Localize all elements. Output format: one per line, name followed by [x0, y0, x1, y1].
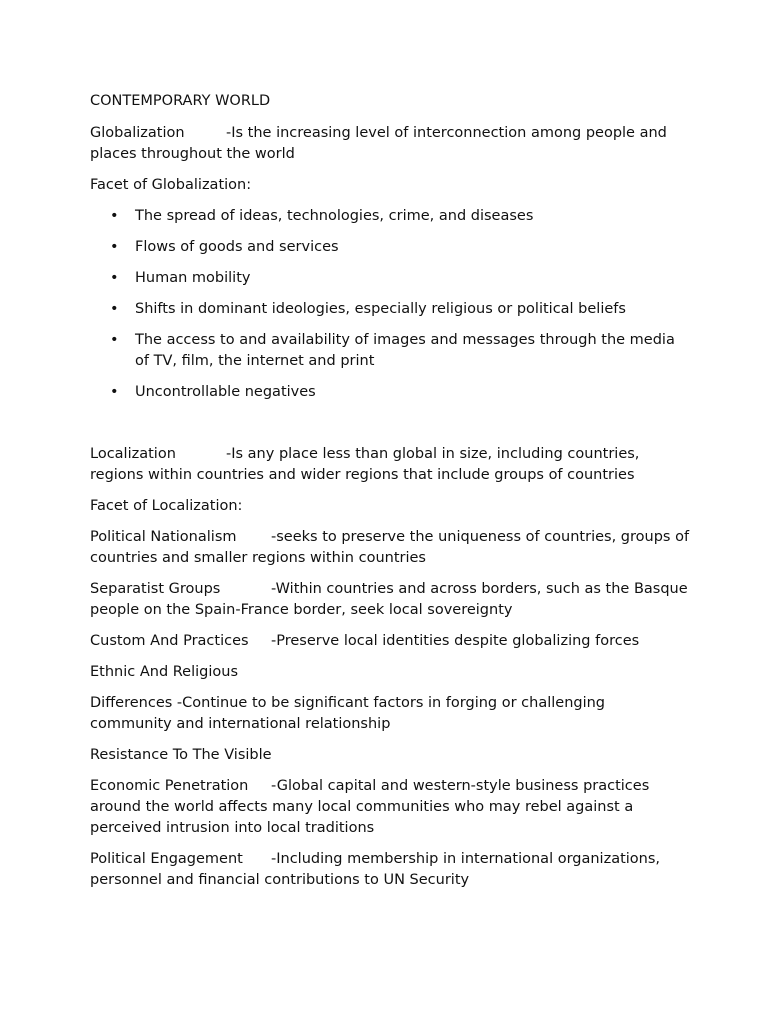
bullet-icon: • — [110, 301, 119, 317]
entry-definition: -Global capital and western-style business practices around the world affects many local communities who may rebel against a perceived intrusion into local traditions — [90, 778, 650, 836]
entry-term: Political Nationalism — [90, 529, 237, 545]
section-spacer — [90, 413, 690, 444]
bullet-icon: • — [110, 239, 119, 255]
list-item — [90, 237, 690, 258]
list-item — [90, 382, 690, 403]
localization-definition — [90, 444, 690, 486]
custom-practices-entry — [90, 631, 690, 652]
facet-localization-heading: Facet of Localization: — [90, 498, 243, 514]
entry-definition: -seeks to preserve the uniqueness of countries, groups of countries and smaller regions within countries — [90, 529, 690, 566]
resistance-heading: Resistance To The Visible — [90, 747, 272, 763]
list-item-text: The spread of ideas, technologies, crime, and diseases — [135, 208, 534, 224]
ethnic-religious-heading: Ethnic And Religious — [90, 664, 239, 680]
list-item-text: Human mobility — [135, 270, 251, 286]
political-nationalism-entry — [90, 527, 690, 569]
localization-text: -Is any place less than global in size, including countries, regions within countries and wider regions that include groups of countries — [90, 446, 640, 483]
list-item — [90, 330, 690, 372]
list-item-text: Shifts in dominant ideologies, especially religious or political beliefs — [135, 301, 626, 317]
globalization-definition — [90, 123, 690, 165]
separatist-groups-entry — [90, 579, 690, 621]
localization-term: Localization — [90, 446, 176, 462]
bullet-icon: • — [110, 208, 119, 224]
document-title: CONTEMPORARY WORLD — [90, 93, 271, 109]
economic-penetration-entry — [90, 776, 690, 839]
bullet-icon: • — [110, 332, 119, 348]
list-item — [90, 299, 690, 320]
document-page — [90, 91, 690, 901]
globalization-facet-list — [90, 206, 690, 403]
entry-term: Custom And Practices — [90, 633, 249, 649]
list-item — [90, 268, 690, 289]
bullet-icon: • — [110, 384, 119, 400]
entry-definition: -Preserve local identities despite globalizing forces — [271, 633, 640, 649]
entry-term: Economic Penetration — [90, 778, 249, 794]
facet-globalization-heading: Facet of Globalization: — [90, 177, 252, 193]
globalization-term: Globalization — [90, 125, 185, 141]
entry-term: Separatist Groups — [90, 581, 221, 597]
differences-entry: Differences -Continue to be significant factors in forging or challenging community and international relationship — [90, 695, 606, 732]
entry-definition: -Including membership in international organizations, personnel and financial contributions to UN Security — [90, 851, 661, 888]
list-item — [90, 206, 690, 227]
entry-definition: -Within countries and across borders, such as the Basque people on the Spain-France border, seek local sovereignty — [90, 581, 688, 618]
list-item-text: The access to and availability of images and messages through the media of TV, film, the internet and print — [135, 332, 675, 369]
entry-term: Political Engagement — [90, 851, 243, 867]
bullet-icon: • — [110, 270, 119, 286]
globalization-text: -Is the increasing level of interconnection among people and places throughout the world — [90, 125, 667, 162]
political-engagement-entry — [90, 849, 690, 891]
list-item-text: Flows of goods and services — [135, 239, 339, 255]
list-item-text: Uncontrollable negatives — [135, 384, 316, 400]
